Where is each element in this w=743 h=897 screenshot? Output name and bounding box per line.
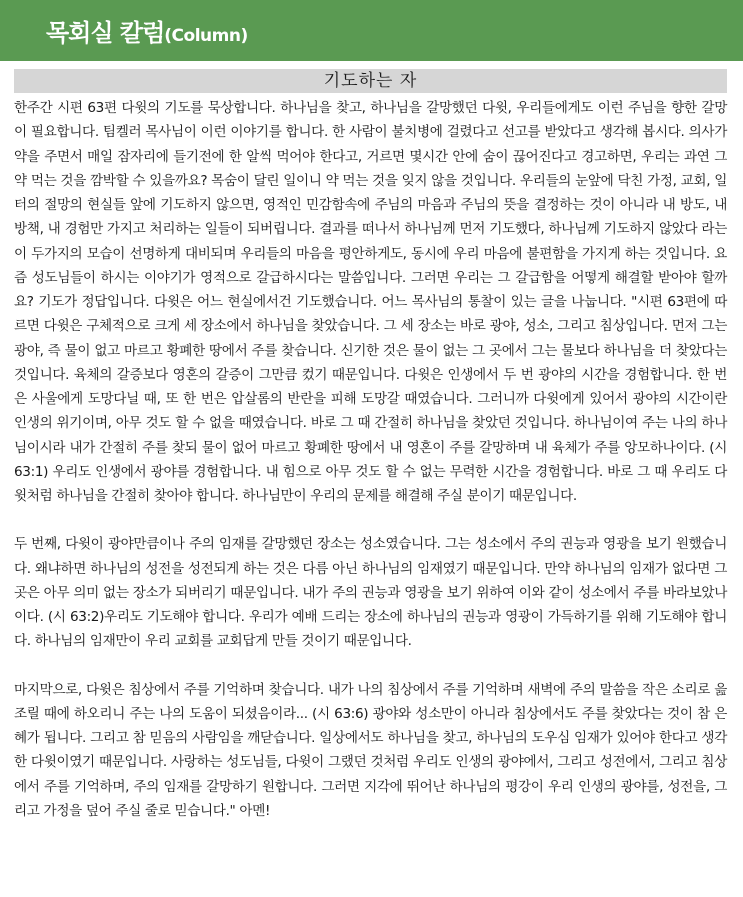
paragraph-3: 마지막으로, 다윗은 침상에서 주를 기억하며 찾습니다. 내가 나의 침상에서 주를 기억하며 새벽에 주의 말씀을 작은 소리로 읊조릴 때에 하오리니 주는 나의 도움이 되셨음이라... (시 63:6) 광야와 성소만이 아니라 침상에서도 주를 찾았다는 것이 참 은혜가 됩니다. 그리고 참 믿음의 사람임을 깨닫습니다. 일상에서도 하나님을 찾고, 하나님의 도우심 임재가 있어야 한다고 생각한 다윗이였기 때문입니다. 사랑하는 성도님들, 다윗이 그랬던 것처럼 우리도 인생의 광야에서, 그리고 성전에서, 그리고 침상에서 주를 기억하며, 주의 임재를 갈망하기 원합니다. 그러면 지각에 뛰어난 하나님의 평강이 우리 인생의 광야를, 성전을, 그리고 가정을 덮어 주실 줄로 믿습니다." 아멘! — [14, 681, 727, 819]
paragraph-2: 두 번째, 다윗이 광야만큼이나 주의 임재를 갈망했던 장소는 성소였습니다. 그는 성소에서 주의 권능과 영광을 보기 원했습니다. 왜냐하면 하나님의 성전을 성전되게 하는 것은 다름 아닌 하나님의 임재였기 때문입니다. 만약 하나님의 임재가 없다면 그곳은 아무 의미 없는 장소가 되버리기 때문입니다. 내가 주의 권능과 영광을 보기 위하여 이와 같이 성소에서 주를 바라보았나이다. (시 63:2)우리도 기도해야 합니다. 우리가 예배 드리는 장소에 하나님의 권능과 영광이 가득하기를 위해 기도해야 합니다. 하나님의 임재만이 우리 교회를 교회답게 만들 것이기 때문입니다. — [14, 536, 727, 650]
column-article — [0, 61, 743, 823]
header-title: 목회실 칼럼 — [46, 19, 165, 47]
paragraph-gap — [14, 654, 727, 678]
article-title: 기도하는 자 — [14, 69, 727, 93]
header-subtitle: (Column) — [164, 26, 248, 46]
page-header — [0, 0, 743, 61]
paragraph-1: 한주간 시편 63편 다윗의 기도를 묵상합니다. 하나님을 찾고, 하나님을 갈망했던 다윗, 우리들에게도 이런 주님을 향한 갈망이 필요합니다. 팀켈러 목사님이 이런 이야기를 합니다. 한 사람이 불치병에 걸렸다고 선고를 받았다고 생각해 봅시다. 의사가 약을 주면서 매일 잠자리에 들기전에 한 알씩 먹어야 한다고, 거르면 몇시간 안에 숨이 끊어진다고 경고하면, 우리는 과연 그 약 먹는 것을 깜박할 수 있을까요? 목숨이 달린 일이니 약 먹는 것을 잊지 않을 것입니다. 우리들의 눈앞에 닥친 가정, 교회, 일터의 절망의 현실들 앞에 기도하지 않으면, 영적인 민감함속에 주님의 마음과 주님의 뜻을 결정하는 것이 아니라 내 방도, 내 방책, 내 경험만 가지고 처리하는 일들이 되버립니다. 결과를 떠나서 하나님께 먼저 기도했다, 하나님께 기도하지 않았다 라는 이 두가지의 모습이 선명하게 대비되며 우리들의 마음을 평안하게도, 동시에 우리 마음에 불편함을 가지게 하는 것입니다. 요즘 성도님들이 하시는 이야기가 영적으로 갈급하시다는 말씀입니다. 그러면 우리는 그 갈급함을 어떻게 해결할 받아야 할까요? 기도가 정답입니다. 다윗은 어느 현실에서건 기도했습니다. 어느 목사님의 통찰이 있는 글을 나눕니다. "시편 63편에 따르면 다윗은 구체적으로 크게 세 장소에서 하나님을 찾았습니다. 그 세 장소는 바로 광야, 성소, 그리고 침상입니다. 먼저 그는 광야, 즉 물이 없고 마르고 황폐한 땅에서 주를 찾습니다. 신기한 것은 물이 없는 그 곳에서 그는 물보다 하나님을 더 찾았다는 것입니다. 육체의 갈증보다 영혼의 갈증이 그만큼 컸기 때문입니다. 다윗은 인생에서 두 번 광야의 시간을 경험합니다. 한 번은 사울에게 도망다닐 때, 또 한 번은 압살롬의 반란을 피해 도망갈 때였습니다. 그러니까 다윗에게 있어서 광야의 시간이란 인생의 위기이며, 아무 것도 할 수 없을 때였습니다. 바로 그 때 간절히 하나님을 찾았던 것입니다. 하나님이여 주는 나의 하나님이시라 내가 간절히 주를 찾되 물이 없어 마르고 황폐한 땅에서 내 영혼이 주를 갈망하며 내 육체가 주를 앙모하나이다. (시 63:1) 우리도 인생에서 광야를 경험합니다. 내 힘으로 아무 것도 할 수 없는 무력한 시간을 경험합니다. 바로 그 때 우리도 다윗처럼 하나님을 간절히 찾아야 합니다. 하나님만이 우리의 문제를 해결해 주실 분이기 때문입니다. — [14, 100, 727, 504]
paragraph-gap — [14, 508, 727, 532]
